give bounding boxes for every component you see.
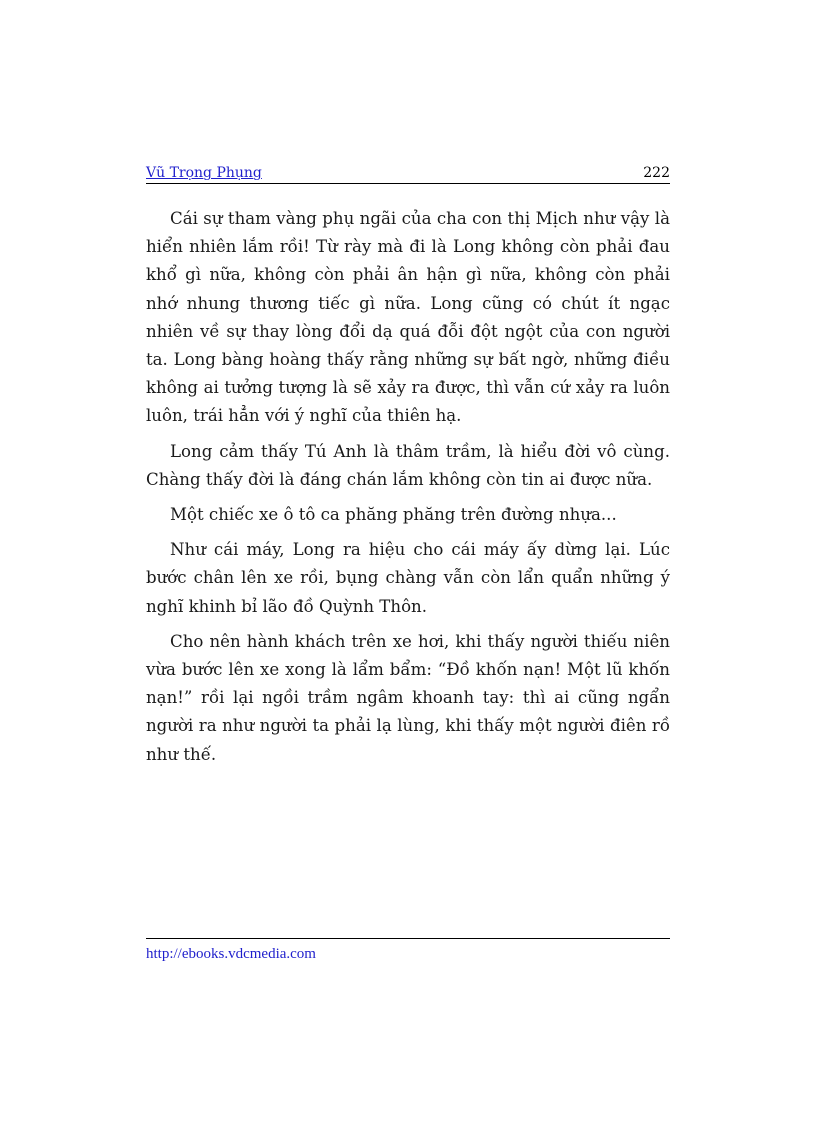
paragraph: Cho nên hành khách trên xe hơi, khi thấy người thiếu niên vừa bước lên xe xong là lẩm bẩm: “Đồ khốn nạn! Một lũ khốn nạn!” rồi lại ngồi trầm ngâm khoanh tay: thì ai cũng ngẩn người ra như người ta phải lạ lùng, khi thấy một người điên rồ như thế. [146,631,670,764]
author-link[interactable]: Vũ Trọng Phụng [146,165,262,181]
paragraph: Long cảm thấy Tú Anh là thâm trầm, là hiểu đời vô cùng. Chàng thấy đời là đáng chán lắm không còn tin ai được nữa. [146,441,670,489]
paragraph: Như cái máy, Long ra hiệu cho cái máy ấy dừng lại. Lúc bước chân lên xe rồi, bụng chàng vẫn còn lẩn quẩn những ý nghĩ khinh bỉ lão đồ Quỳnh Thôn. [146,540,670,616]
footer-url-link[interactable]: http://ebooks.vdcmedia.com [146,946,316,962]
footer-divider [146,938,670,939]
paragraph: Một chiếc xe ô tô ca phăng phăng trên đường nhựa... [170,505,617,525]
paragraph: Cái sự tham vàng phụ ngãi của cha con thị Mịch như vậy là hiển nhiên lắm rồi! Từ rày mà đi là Long không còn phải đau khổ gì nữa, không còn phải ân hận gì nữa, không còn phải nhớ nhung thương tiếc gì nữa. Long cũng có chút ít ngạc nhiên về sự thay lòng đổi dạ quá đỗi đột ngột của con người ta. Long bàng hoàng thấy rằng những sự bất ngờ, những điều không ai tưởng tượng là sẽ xảy ra được, thì vẫn cứ xảy ra luôn luôn, trái hẳn với ý nghĩ của thiên hạ. [146,209,670,426]
page-header [146,163,670,184]
page-number: 222 [643,165,670,181]
chapter-body [146,205,670,776]
